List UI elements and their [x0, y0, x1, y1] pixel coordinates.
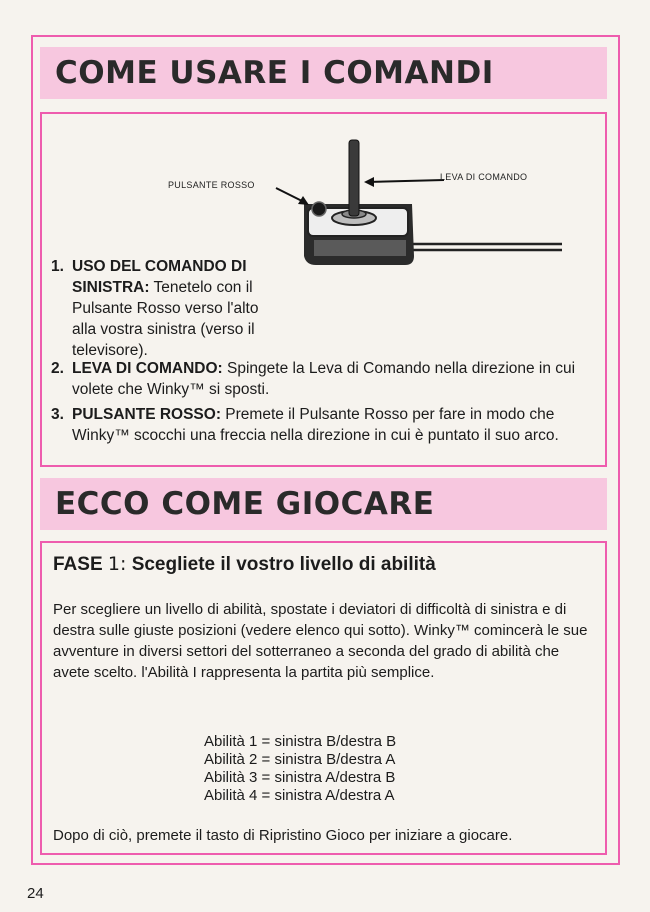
label-red-button: PULSANTE ROSSO: [168, 180, 255, 190]
instruction-number: 3.: [51, 406, 64, 423]
section-banner-controls: [40, 47, 607, 99]
instruction-number: 1.: [51, 258, 64, 275]
controls-box: [40, 112, 607, 467]
instruction-3: [51, 404, 591, 446]
instruction-heading: LEVA DI COMANDO:: [72, 360, 223, 377]
skill-level-list: [204, 733, 396, 805]
skill-level-item: Abilità 4 = sinistra A/destra A: [204, 787, 395, 804]
section-title-controls: COME USARE I COMANDI: [55, 55, 494, 91]
closing-text: Dopo di ciò, premete il tasto di Ripristino Gioco per iniziare a giocare.: [53, 827, 513, 844]
skill-level-item: Abilità 3 = sinistra A/destra B: [204, 769, 396, 786]
instruction-1: [51, 256, 286, 361]
fase1-box: [40, 541, 607, 855]
fase-title: Scegliete il vostro livello di abilità: [131, 554, 436, 575]
fase-number: 1:: [107, 553, 127, 575]
label-control-lever: LEVA DI COMANDO: [440, 172, 528, 182]
section-banner-howto: [40, 478, 607, 530]
section-title-howto: ECCO COME GIOCARE: [55, 486, 435, 522]
instruction-number: 2.: [51, 360, 64, 377]
joystick-cable: [412, 244, 562, 250]
fase1-heading: [53, 553, 436, 576]
page-number: 24: [27, 885, 44, 902]
fase1-paragraph: Per scegliere un livello di abilità, spostate i deviatori di difficoltà di sinistra e di destra sulle giuste posizioni (vedere elenco qui sotto). Winky™ comincerà le sue avventure in diversi settori del sotterraneo a seconda del grado di abilità che avete scelto. l'Abilità I rappresenta la partita più semplice.: [53, 601, 588, 681]
instruction-text: Premete il Pulsante Rosso per fare in modo che Winky™ scocchi una freccia nella direzione in cui è puntato il suo arco.: [72, 406, 559, 444]
skill-level-item: Abilità 1 = sinistra B/destra B: [204, 733, 397, 750]
instruction-heading: USO DEL COMANDO DI SINISTRA:: [72, 258, 247, 296]
instruction-heading: PULSANTE ROSSO:: [72, 406, 221, 423]
joystick-illustration: [264, 134, 564, 274]
instruction-text: Spingete la Leva di Comando nella direzione in cui volete che Winky™ si sposti.: [72, 360, 576, 398]
control-lever-icon: [349, 140, 359, 216]
skill-level-item: Abilità 2 = sinistra B/destra A: [204, 751, 396, 768]
instruction-text: Tenetelo con il Pulsante Rosso verso l'alto alla vostra sinistra (verso il televisore).: [72, 279, 259, 359]
fase-label: FASE: [53, 554, 103, 575]
instruction-2: [51, 358, 591, 400]
red-button-icon: [312, 202, 326, 216]
